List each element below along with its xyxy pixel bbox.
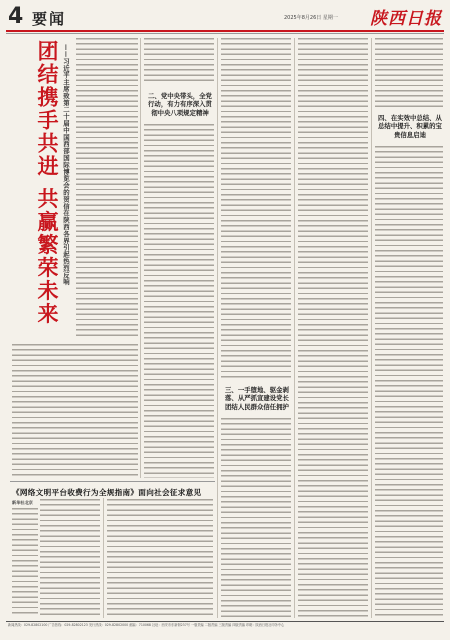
column-rule xyxy=(294,38,295,618)
article-col-3 xyxy=(221,38,291,378)
issue-date: 2025年8月26日 星期一 xyxy=(284,15,338,21)
article-col-2 xyxy=(144,124,214,478)
column-rule xyxy=(103,498,104,618)
lead-article-col-1 xyxy=(76,38,138,338)
article-col-5 xyxy=(375,146,443,618)
article2-col-0 xyxy=(12,508,38,617)
paper-logo: 陕西日报 xyxy=(370,9,442,29)
subhead-a: 二、党中央带头，全党行动，有力有序深入贯彻中央八项规定精神 xyxy=(148,92,212,117)
footer-rule xyxy=(6,621,444,622)
article2-byline: 新华社北京 xyxy=(12,500,33,505)
article-col-3b xyxy=(221,418,291,618)
article2-col-1 xyxy=(40,499,100,617)
headline-main: 团结携手共进 共赢繁荣未来 xyxy=(35,40,60,326)
column-rule xyxy=(371,38,372,618)
column-rule xyxy=(217,38,218,618)
lead-headline xyxy=(12,40,58,340)
article-col-5-top xyxy=(375,38,443,108)
page-number: 4 xyxy=(8,4,24,29)
article-divider xyxy=(10,481,215,482)
article-col-2-top xyxy=(144,38,214,82)
masthead-thin-rule xyxy=(6,33,444,34)
subhead-c: 四、在实效中总结、从总结中提升、积累的宝贵信息启迪 xyxy=(378,114,442,139)
article2-title: 《网络文明平台收费行为全规指南》面向社会征求意见 xyxy=(12,488,202,497)
footer-info: 新闻热线：029-82802100 广告热线：029-82802123 发行热线：029-82802000 邮编：710068 社址：西安市东新街237号 一版责编 二版责编 三版责编 四版责编 印刷：陕西日报社印务中心 xyxy=(8,623,285,627)
subhead-b: 三、一手堕地、驱金剥落、从严抓宣建设党长团结人民群众信任拥护 xyxy=(225,386,289,411)
masthead-rule xyxy=(6,30,444,32)
lead-article-col-1b xyxy=(12,344,138,476)
article2-col-2 xyxy=(107,499,213,617)
section-name: 要闻 xyxy=(32,10,67,28)
article-col-4 xyxy=(298,38,368,618)
masthead xyxy=(6,4,444,30)
headline-sub: ——习近平主席致第二十届中国西部国际博览会的贺信在陕西各界引起热烈反响 xyxy=(62,44,70,286)
column-rule xyxy=(140,38,141,478)
